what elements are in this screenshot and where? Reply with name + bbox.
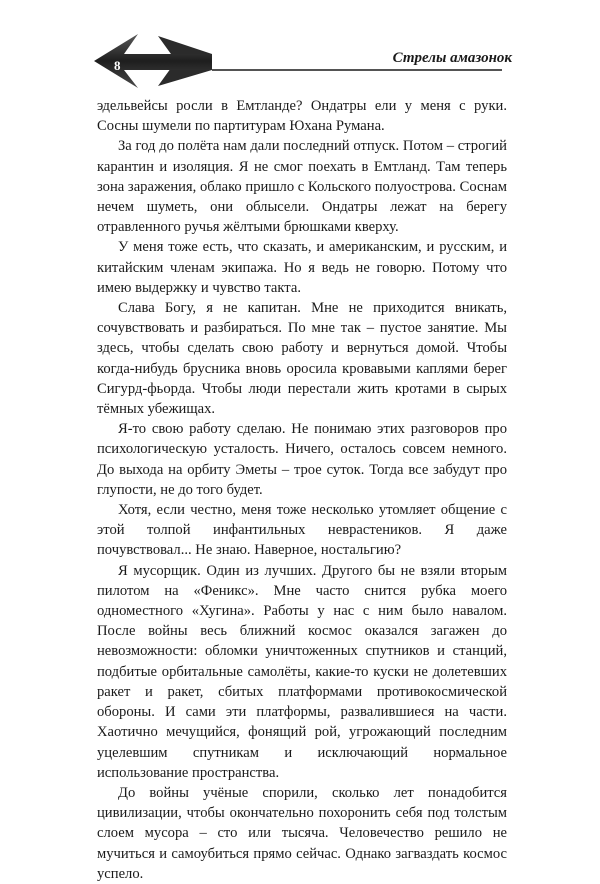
paragraph: Слава Богу, я не капитан. Мне не приходится вникать, сочувствовать и разбираться. По мне так – пустое занятие. Мы здесь, чтобы сделать свою работу и вернуться домой. Чтобы когда-нибудь брусника вновь оросила кровавыми каплями берег Сигурд-фьорда. Чтобы люди перестали жить кротами в сырых тёмных убежищах. — [97, 300, 507, 418]
page-number: 8 — [114, 58, 121, 73]
paragraph: У меня тоже есть, что сказать, и американским, и русским, и китайским членам экипажа. Но я ведь не говорю. Потому что имею выдержку и чувство такта. — [97, 239, 507, 296]
paragraph: До войны учёные спорили, сколько лет понадобится цивилизации, чтобы окончательно похоронить себя под толстым слоем мусора – сто или тысяча. Человечество решило не мучиться и самоубиться прямо сейчас. Однако загваздать космос успело. — [97, 784, 507, 882]
page-header — [0, 30, 600, 92]
paragraph: За год до полёта нам дали последний отпуск. Потом – строгий карантин и изоляция. Я не смог поехать в Емтланд. Там теперь зона заражения, облако пришло с Кольского полуострова. Соснам нечем шуметь, они облысели. Ондатры лежат на берегу отравленного ручья жёлтыми брюшками кверху. — [97, 138, 507, 236]
body-text — [97, 96, 507, 884]
paragraph: Я-то свою работу сделаю. Не понимаю этих разговоров про психологическую усталость. Ничего, осталось совсем немного. До выхода на орбиту Эметы – трое суток. Тогда все забудут про глупости, не до того будет. — [97, 421, 507, 498]
paragraph: эдельвейсы росли в Емтланде? Ондатры ели у меня с руки. Сосны шумели по партитурам Юхана Румана. — [97, 98, 507, 135]
paragraph: Я мусорщик. Один из лучших. Другого бы не взяли вторым пилотом на «Феникс». Мне часто снится рубка моего одноместного «Хугина». Работы у нас с ним было навалом. После войны весь ближний космос оказался загажен до невозможности: обломки уничтоженных спутников и станций, подбитые орбитальные самолёты, какие-то куски не долетевших ракет и ракет, сбитых платформами противокосмической обороны. И сами эти платформы, развалившиеся на части. Хаотично мечущийся, фонящий рой, угрожающий последним уцелевшим спутникам и исключающий нормальное использование пространства. — [97, 562, 507, 781]
paragraph: Хотя, если честно, меня тоже несколько утомляет общение с этой толпой инфантильных неврастеников. Я даже почувствовал... Не знаю. Наверное, ностальгию? — [97, 502, 507, 559]
running-title: Стрелы амазонок — [392, 50, 512, 66]
